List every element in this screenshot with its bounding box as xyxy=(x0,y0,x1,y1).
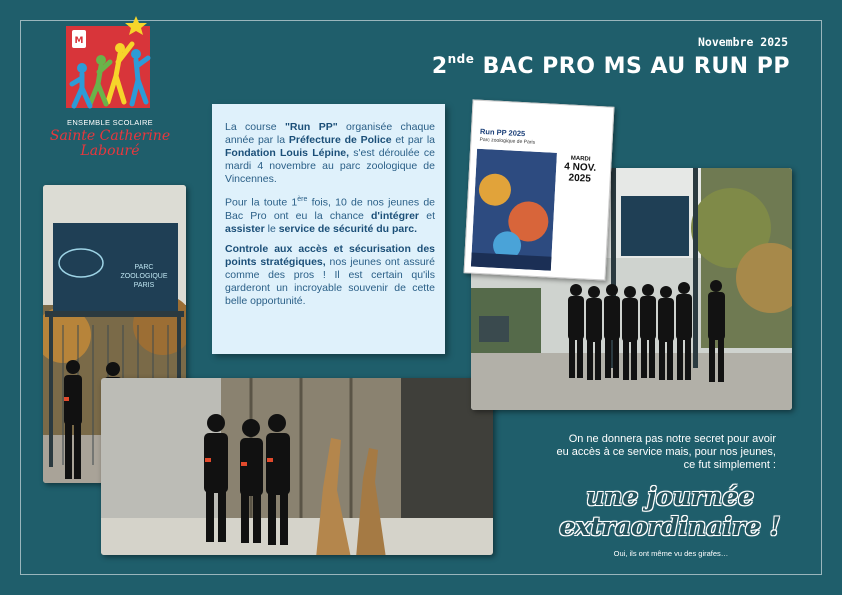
logo-name-line1: Sainte Catherine xyxy=(49,128,171,144)
banner-line-3: PARIS xyxy=(133,282,155,289)
run-pp-poster xyxy=(464,99,615,280)
closing-footnote: Oui, ils ont même vu des girafes… xyxy=(613,549,729,558)
issue-date: Novembre 2025 xyxy=(697,35,788,49)
article-paragraph-3: Controle aux accès et sécurisation des points stratégiques, nos jeunes ont assuré comme des pros ! Il est certain qu'ils garderont un incroyable souvenir de cette belle opportunité. xyxy=(225,242,436,307)
poster-date-block xyxy=(553,155,606,186)
poster-runners-image xyxy=(471,149,557,271)
poster-title: Run PP 2025 xyxy=(479,126,526,139)
poster-subtitle: Parc zoologique de Paris xyxy=(479,136,536,146)
svg-text:M: M xyxy=(74,36,84,46)
closing-highlight xyxy=(530,482,810,542)
article-paragraph-2: Pour la toute 1ère fois, 10 de nos jeunes de Bac Pro ont eu la chance d'intégrer et assister le service de sécurité du parc. xyxy=(225,196,435,235)
logo-name-line2: Labouré xyxy=(80,143,140,159)
poster-day: MARDI xyxy=(570,155,591,163)
highlight-line-2: extraordinaire ! xyxy=(559,512,781,541)
poster-year: 2025 xyxy=(568,172,592,185)
highlight-line-1: une journée xyxy=(585,482,755,511)
banner-text xyxy=(110,263,178,290)
article-textbox xyxy=(212,104,445,354)
school-logo xyxy=(58,14,158,114)
closing-quote: On ne donnera pas notre secret pour avoir eu accès à ce service mais, pour nos jeunes, ce fut simplement : xyxy=(556,433,776,471)
logo-caption: ENSEMBLE SCOLAIRE xyxy=(67,118,153,127)
photo-giraffe-enclosure xyxy=(101,378,493,555)
logo-school-name xyxy=(30,129,190,159)
page-title: 2nde BAC PRO MS AU RUN PP xyxy=(431,52,790,79)
poster-date: 4 NOV. xyxy=(564,161,597,174)
article-paragraph-1: La course "Run PP" organisée chaque année par la Préfecture de Police et par la Fondation Louis Lépine, s'est déroulée ce mardi 4 novembre au parc zoologique de Vincennes. xyxy=(225,121,435,185)
banner-line-1: PARC xyxy=(134,264,154,271)
banner-line-2: ZOOLOGIQUE xyxy=(120,273,168,280)
